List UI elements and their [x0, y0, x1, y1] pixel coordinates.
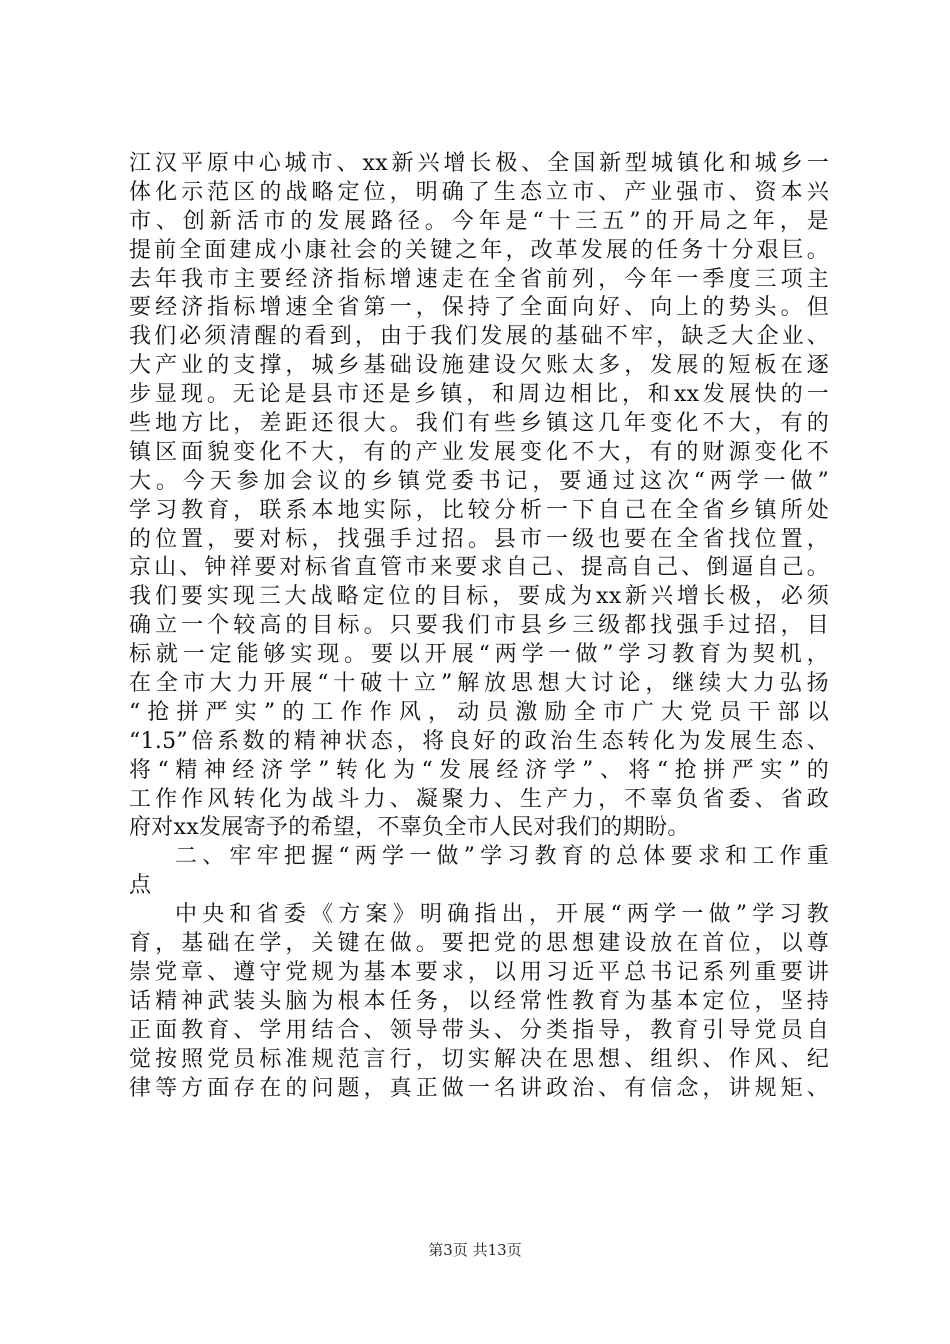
text-line: 我们必须清醒的看到，由于我们发展的基础不牢，缺乏大企业、: [129, 324, 829, 350]
text-line: 确立一个较高的目标。只要我们市县乡三级都找强手过招，目: [129, 613, 829, 639]
text-line: 在全市大力开展“十破十立”解放思想大讨论，继续大力弘扬: [129, 671, 829, 697]
text-line: 些地方比，差距还很大。我们有些乡镇这几年变化不大，有的: [129, 411, 829, 437]
text-line: 大产业的支撑，城乡基础设施建设欠账太多，发展的短板在逐: [129, 353, 829, 379]
text-line: 去年我市主要经济指标增速走在全省前列，今年一季度三项主: [129, 266, 829, 292]
text-line: 大。今天参加会议的乡镇党委书记，要通过这次“两学一做”: [129, 468, 829, 494]
text-line: 我们要实现三大战略定位的目标，要成为xx新兴增长极，必须: [129, 584, 829, 610]
text-line: 正面教育、学用结合、领导带头、分类指导，教育引导党员自: [129, 1017, 829, 1043]
text-line: 提前全面建成小康社会的关键之年，改革发展的任务十分艰巨。: [129, 237, 829, 263]
text-line: 市、创新活市的发展路径。今年是“十三五”的开局之年，是: [129, 208, 829, 234]
text-line: 步显现。无论是县市还是乡镇，和周边相比，和xx发展快的一: [129, 382, 829, 408]
body-text: [129, 150, 829, 1103]
text-line: 工作作风转化为战斗力、凝聚力、生产力，不辜负省委、省政: [129, 786, 829, 812]
text-line: 府对xx发展寄予的希望，不辜负全市人民对我们的期盼。: [129, 815, 690, 841]
text-line: 话精神武装头脑为根本任务，以经常性教育为基本定位，坚持: [129, 988, 829, 1014]
text-line: 的位置，要对标，找强手过招。县市一级也要在全省找位置，: [129, 526, 829, 552]
text-line: 体化示范区的战略定位，明确了生态立市、产业强市、资本兴: [129, 179, 829, 205]
text-line: “抢拼严实”的工作作风，动员激励全市广大党员干部以: [129, 699, 829, 725]
page-number-footer: 第3页 共13页: [428, 1241, 522, 1259]
text-line: 律等方面存在的问题，真正做一名讲政治、有信念，讲规矩、: [129, 1075, 829, 1101]
text-line: 将“精神经济学”转化为“发展经济学”、将“抢拼严实”的: [129, 757, 829, 783]
text-line: 育，基础在学，关键在做。要把党的思想建设放在首位，以尊: [129, 931, 829, 957]
section-heading-continued: 点: [129, 873, 152, 899]
text-line: 江汉平原中心城市、xx新兴增长极、全国新型城镇化和城乡一: [129, 151, 829, 176]
text-line: 标就一定能够实现。要以开展“两学一做”学习教育为契机，: [129, 642, 829, 668]
section-heading: 二、牢牢把握“两学一做”学习教育的总体要求和工作重: [175, 844, 829, 870]
text-line: 京山、钟祥要对标省直管市来要求自己、提高自己、倒逼自己。: [129, 555, 829, 581]
text-line: 觉按照党员标准规范言行，切实解决在思想、组织、作风、纪: [129, 1046, 829, 1072]
text-line: 镇区面貌变化不大，有的产业发展变化不大，有的财源变化不: [129, 439, 829, 465]
text-line: 学习教育，联系本地实际，比较分析一下自己在全省乡镇所处: [129, 497, 829, 523]
text-line: “1.5”倍系数的精神状态，将良好的政治生态转化为发展生态、: [129, 728, 829, 754]
text-line: 中央和省委《方案》明确指出，开展“两学一做”学习教: [175, 902, 829, 928]
text-line: 要经济指标增速全省第一，保持了全面向好、向上的势头。但: [129, 295, 829, 321]
text-line: 崇党章、遵守党规为基本要求，以用习近平总书记系列重要讲: [129, 959, 829, 985]
